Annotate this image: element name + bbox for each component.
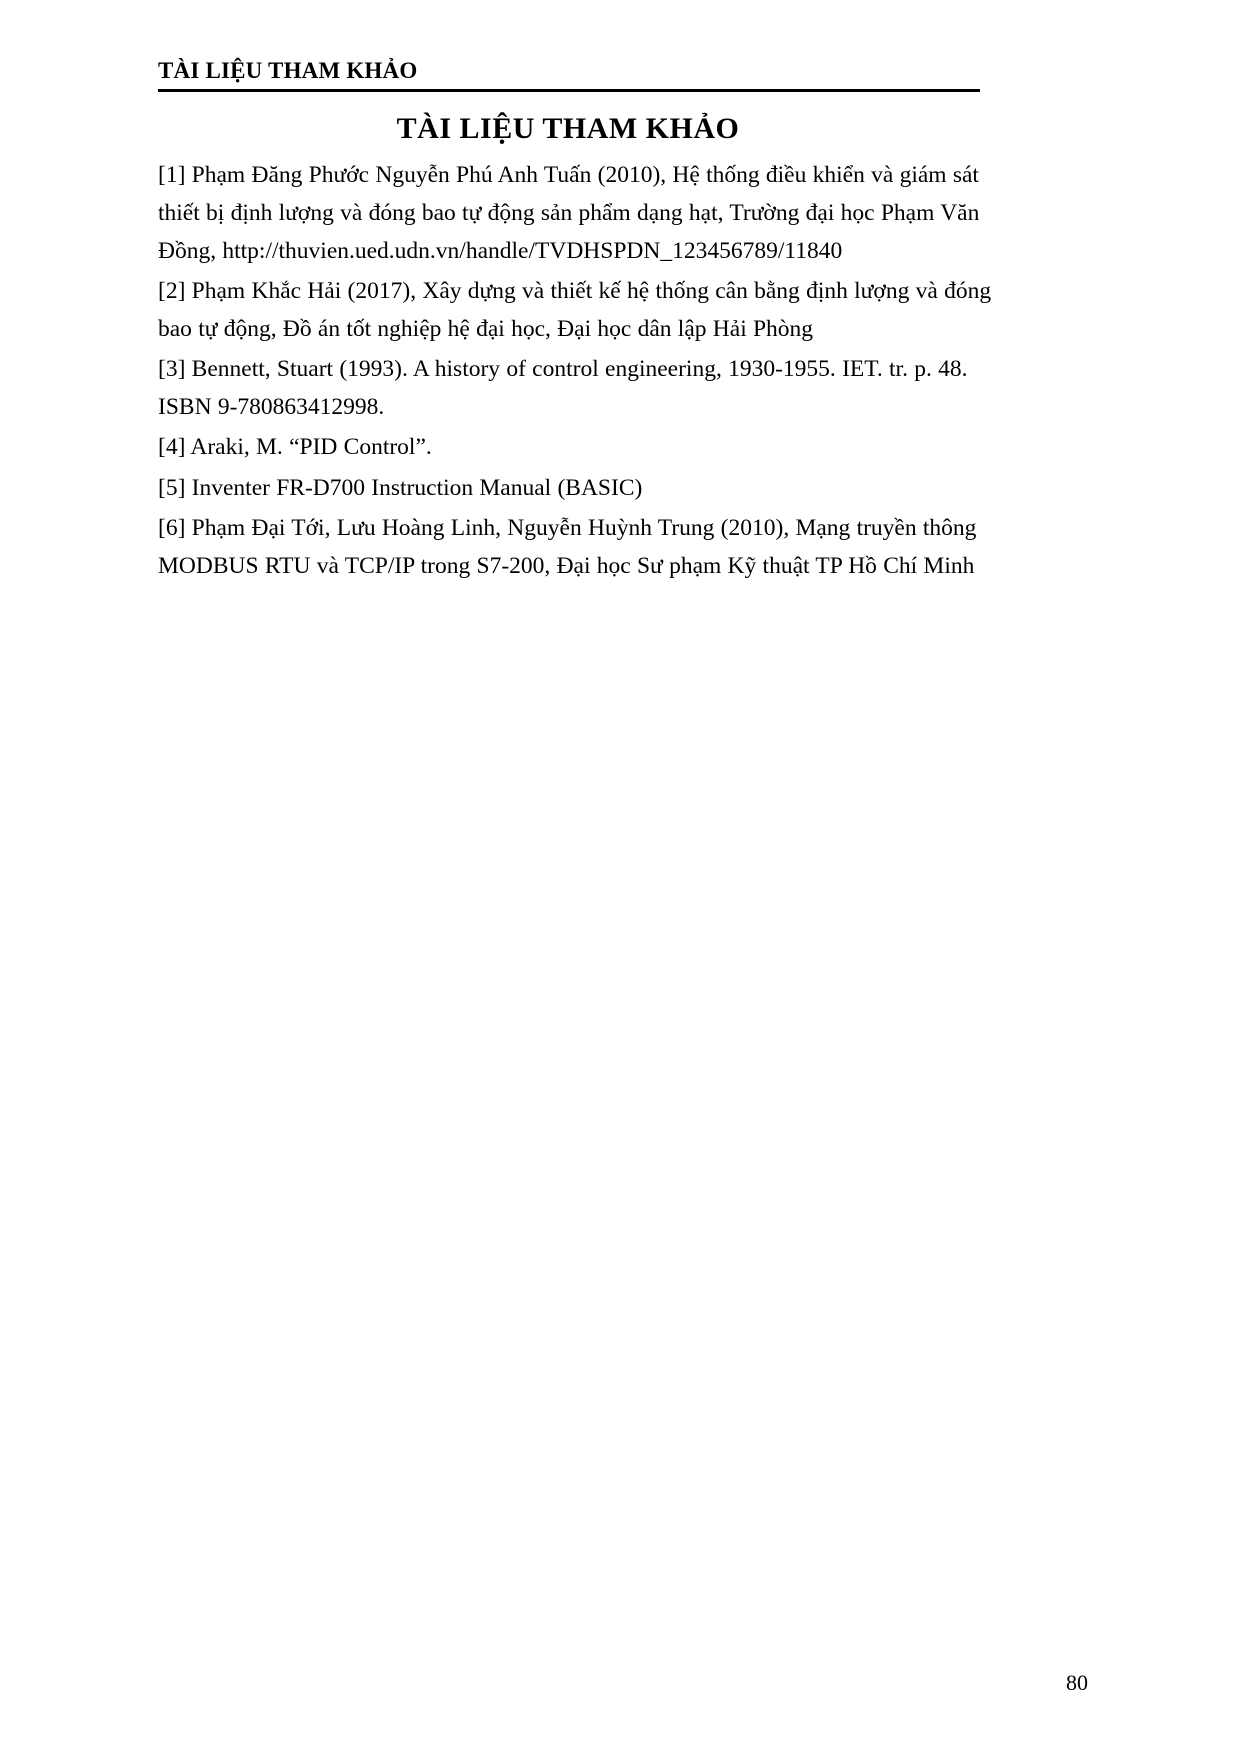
page-header — [158, 58, 980, 92]
reference-list — [158, 156, 1018, 585]
reference-item: [1] Phạm Đăng Phước Nguyễn Phú Anh Tuấn (2010), Hệ thống điều khiển và giám sát thiết bị định lượng và đóng bao tự động sản phẩm dạng hạt, Trường đại học Phạm Văn Đồng, http://thuvien.ued.udn.vn/handle/TVDHSPDN_123456789/11840 — [158, 162, 980, 265]
reference-item: [2] Phạm Khắc Hải (2017), Xây dựng và thiết kế hệ thống cân bằng định lượng và đóng bao tự động, Đồ án tốt nghiệp hệ đại học, Đại học dân lập Hải Phòng — [158, 278, 992, 343]
reference-item: [4] Araki, M. “PID Control”. — [158, 434, 432, 461]
reference-item: [6] Phạm Đại Tới, Lưu Hoàng Linh, Nguyễn Huỳnh Trung (2010), Mạng truyền thông MODBUS RTU và TCP/IP trong S7-200, Đại học Sư phạm Kỹ thuật TP Hồ Chí Minh — [158, 514, 977, 579]
reference-item: [3] Bennett, Stuart (1993). A history of control engineering, 1930-1955. IET. tr. p. 48. ISBN 9-780863412998. — [158, 356, 968, 421]
reference-item: [5] Inventer FR-D700 Instruction Manual (BASIC) — [158, 474, 643, 501]
page-number: 80 — [1066, 1670, 1088, 1695]
page-content — [158, 112, 1018, 587]
running-header-title: TÀI LIỆU THAM KHẢO — [158, 58, 418, 83]
header-divider — [158, 89, 980, 92]
page-title: TÀI LIỆU THAM KHẢO — [396, 112, 740, 145]
